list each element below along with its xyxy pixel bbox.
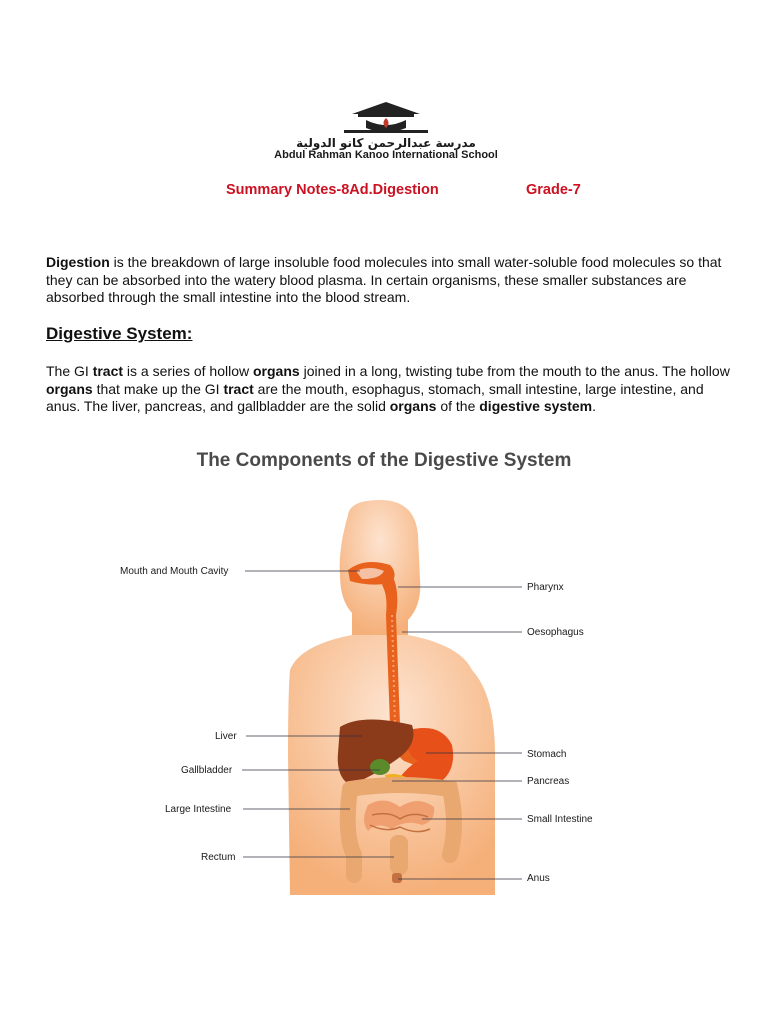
label-pharynx: Pharynx <box>527 582 564 593</box>
school-crest-icon <box>226 100 546 136</box>
label-stomach: Stomach <box>527 749 567 760</box>
section-heading: Digestive System: <box>46 324 193 343</box>
grade-label: Grade-7 <box>526 182 581 198</box>
body-illustration <box>100 495 660 895</box>
label-oesophagus: Oesophagus <box>527 627 584 638</box>
digestive-system-diagram <box>100 495 660 895</box>
intro-paragraph: Digestion is the breakdown of large insoluble food molecules into small water-soluble food molecules so that they can be absorbed into the watery blood plasma. In certain organisms, these smaller substances are absorbed through the small intestine into the blood stream. <box>46 254 722 306</box>
label-pancreas: Pancreas <box>527 776 570 787</box>
gi-tract-paragraph: The GI tract is a series of hollow organs joined in a long, twisting tube from the mouth to the anus. The hollow organs that make up the GI tract are the mouth, esophagus, stomach, small intestine, large intestine, and anus. The liver, pancreas, and gallbladder are the solid organs of the digestive system. <box>46 363 730 415</box>
label-large-intestine: Large Intestine <box>165 804 232 815</box>
label-small-intestine: Small Intestine <box>527 814 593 825</box>
school-name-arabic: مدرسة عبدالرحمن كانو الدولية <box>296 136 476 150</box>
term-digestion: Digestion <box>46 254 110 270</box>
school-name-english: Abdul Rahman Kanoo International School <box>274 149 498 161</box>
label-anus: Anus <box>527 873 550 884</box>
school-logo <box>226 100 546 162</box>
label-mouth: Mouth and Mouth Cavity <box>120 566 229 577</box>
label-rectum: Rectum <box>201 852 236 863</box>
label-gallbladder: Gallbladder <box>181 765 233 776</box>
figure-title: The Components of the Digestive System <box>196 450 572 471</box>
document-title: Summary Notes-8Ad.Digestion <box>226 182 439 198</box>
label-liver: Liver <box>215 731 237 742</box>
